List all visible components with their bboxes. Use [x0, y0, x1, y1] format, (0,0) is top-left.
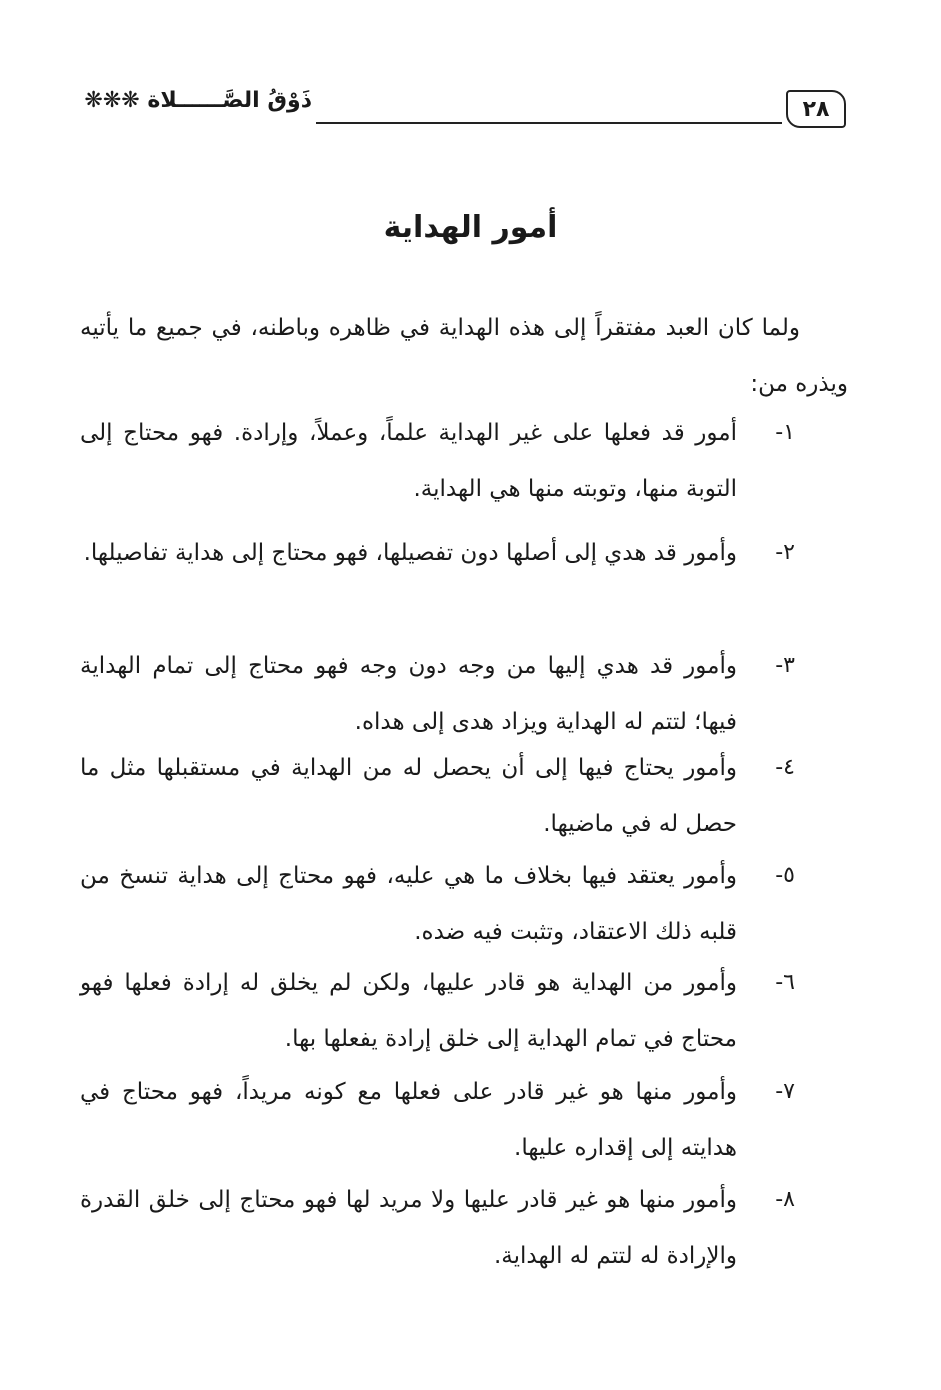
list-item-text: وأمور منها هو غير قادر على فعلها مع كونه مريداً، فهو محتاج في هدايته إلى إقداره عليها.	[80, 1079, 737, 1161]
page-header	[80, 84, 846, 132]
list-item-text: وأمور من الهداية هو قادر عليها، ولكن لم يخلق له إرادة فعلها فهو محتاج في تمام الهداية إلى خلق إرادة يفعلها بها.	[80, 970, 737, 1052]
header-rule	[316, 122, 782, 124]
list-item-text: وأمور يحتاج فيها إلى أن يحصل له من الهداية في مستقبلها مثل ما حصل له في ماضيها.	[80, 755, 737, 837]
list-item-number: ٧-	[775, 1079, 795, 1104]
star-ornament-icon: ❋❋❋	[84, 88, 140, 113]
page-number: ٢٨	[786, 90, 846, 128]
list-item-text: أمور قد فعلها على غير الهداية علماً، وعملاً، وإرادة. فهو محتاج إلى التوبة منها، وتوبته منها هي الهداية.	[80, 420, 737, 502]
list-item-text: وأمور منها هو غير قادر عليها ولا مريد لها فهو محتاج إلى خلق القدرة والإرادة له لتتم له الهداية.	[80, 1187, 737, 1269]
intro-paragraph: ولما كان العبد مفتقراً إلى هذه الهداية في ظاهره وباطنه، في جميع ما يأتيه ويذره من:	[80, 315, 848, 397]
section-title: أمور الهداية	[383, 210, 558, 245]
list-item-number: ٣-	[775, 653, 795, 678]
list-item-text: وأمور قد هدي إليها من وجه دون وجه فهو محتاج إلى تمام الهداية فيها؛ لتتم له الهداية ويزاد هدى إلى هداه.	[80, 653, 737, 735]
list-item-number: ٤-	[775, 755, 795, 780]
list-item-number: ١-	[775, 420, 795, 445]
list-item-number: ٥-	[775, 863, 795, 888]
list-item-text: وأمور قد هدي إلى أصلها دون تفصيلها، فهو محتاج إلى هداية تفاصيلها.	[83, 540, 737, 566]
list-item-text: وأمور يعتقد فيها بخلاف ما هي عليه، فهو محتاج إلى هداية تنسخ من قلبه ذلك الاعتقاد، وتثبت فيه ضده.	[80, 863, 737, 945]
running-title-text: ذَوْقُ الصَّــــــلاة	[147, 88, 312, 113]
list-item-number: ٦-	[775, 970, 795, 995]
list-item-number: ٢-	[775, 540, 795, 565]
list-item-number: ٨-	[775, 1187, 795, 1212]
running-title	[80, 88, 312, 113]
